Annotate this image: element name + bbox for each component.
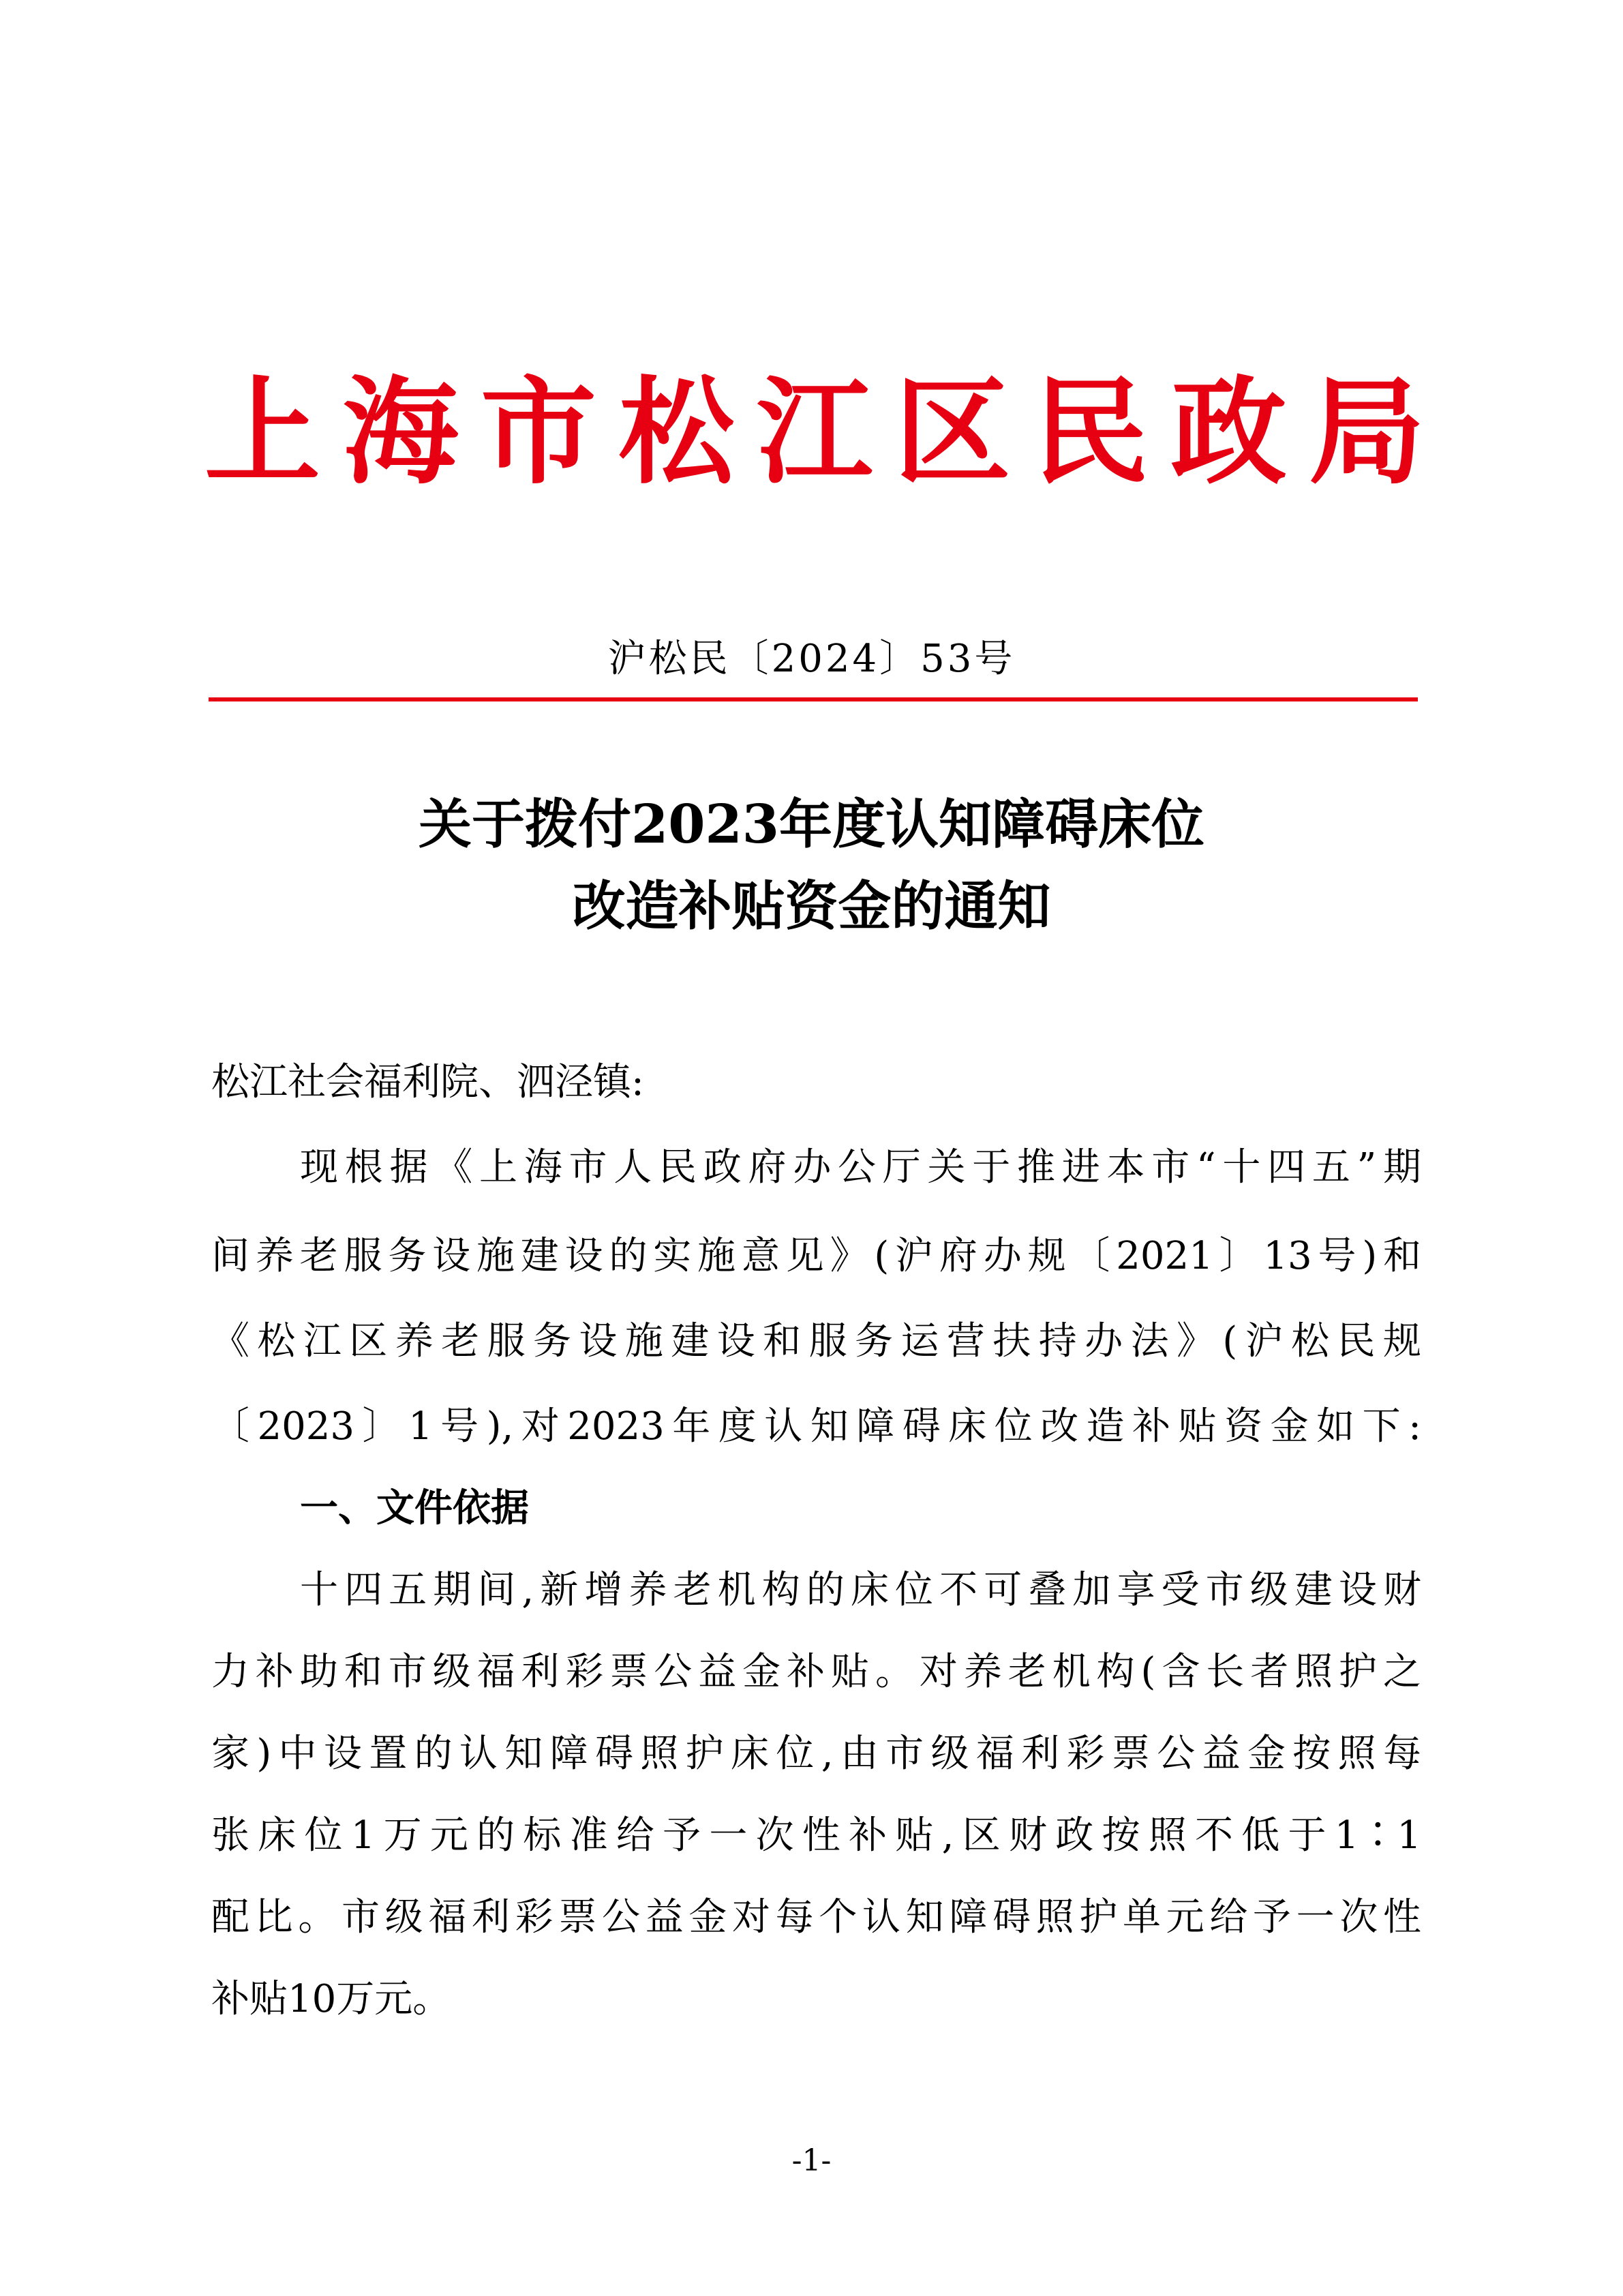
organization-header: 上海市松江区民政局: [204, 365, 1425, 500]
paragraph-2-line: 家)中设置的认知障碍照护床位,由市级福利彩票公益金按照每: [211, 1732, 1421, 1776]
paragraph-2-line: 力补助和市级福利彩票公益金补贴。对养老机构(含长者照护之: [211, 1650, 1421, 1694]
paragraph-1-line: 〔2023〕1号),对2023年度认知障碍床位改造补贴资金如下:: [211, 1404, 1421, 1449]
paragraph-1-line: 间养老服务设施建设的实施意见》(沪府办规〔2021〕13号)和: [211, 1234, 1421, 1278]
paragraph-2-line: 张床位1万元的标准给予一次性补贴,区财政按照不低于1∶1: [211, 1813, 1421, 1858]
paragraph-2-line: 配比。市级福利彩票公益金对每个认知障碍照护单元给予一次性: [211, 1895, 1421, 1939]
document-number: 沪松民〔2024〕53号: [607, 637, 1016, 681]
paragraph-2-line: 十四五期间,新增养老机构的床位不可叠加享受市级建设财: [300, 1568, 1421, 1612]
paragraph-1-line: 现根据《上海市人民政府办公厅关于推进本市“十四五”期: [300, 1145, 1421, 1190]
document-title-line-2: 改造补贴资金的通知: [572, 875, 1051, 937]
salutation: 松江社会福利院、泗泾镇:: [211, 1060, 644, 1104]
paragraph-1-line: 《松江区养老服务设施建设和服务运营扶持办法》(沪松民规: [211, 1319, 1421, 1363]
document-title-line-1: 关于拨付2023年度认知障碍床位: [418, 794, 1205, 856]
section-heading-1: 一、文件依据: [300, 1486, 529, 1530]
paragraph-2-line: 补贴10万元。: [211, 1977, 451, 2021]
red-divider-line: [209, 697, 1418, 701]
page-number: -1-: [791, 2143, 832, 2178]
